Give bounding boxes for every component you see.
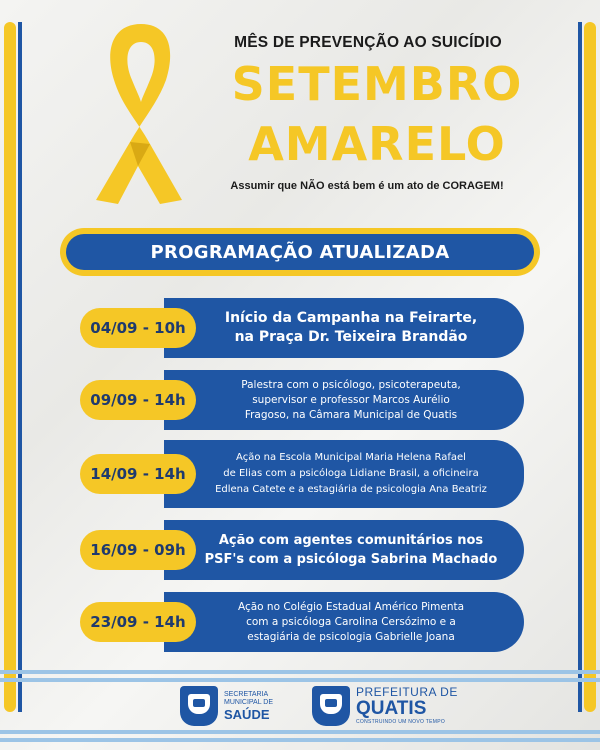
event-description-line: PSF's com a psicóloga Sabrina Machado — [204, 552, 498, 567]
logo-line: PREFEITURA DE — [356, 685, 458, 699]
left-side-bar — [4, 22, 16, 712]
footer-stripe — [0, 738, 600, 742]
health-secretariat-logo-text — [224, 691, 273, 722]
event-description-line: Fragoso, na Câmara Municipal de Quatis — [244, 408, 458, 421]
event-description-line: na Praça Dr. Teixeira Brandão — [234, 329, 468, 345]
event-description-line: Ação no Colégio Estadual Américo Pimenta — [237, 600, 465, 613]
event-description — [164, 592, 524, 652]
health-secretariat-logo — [180, 686, 273, 726]
awareness-ribbon-icon — [86, 18, 196, 208]
footer-stripe — [0, 670, 600, 674]
event-description-line: supervisor e professor Marcos Aurélio — [252, 393, 450, 406]
logo-line: CONSTRUINDO UM NOVO TEMPO — [356, 719, 446, 725]
event-item — [80, 520, 524, 580]
event-date: 16/09 - 09h — [80, 530, 196, 570]
logo-line: SECRETARIA — [224, 690, 269, 698]
event-description-line: estagiária de psicologia Gabrielle Joana — [247, 630, 455, 643]
municipal-coat-of-arms-icon — [312, 686, 350, 726]
event-item — [80, 370, 524, 430]
city-hall-logo-text — [356, 686, 458, 726]
campaign-subtitle: MÊS DE PREVENÇÃO AO SUICÍDIO — [234, 34, 502, 51]
campaign-title-line1: SETEMBRO — [231, 57, 523, 111]
event-date: 23/09 - 14h — [80, 602, 196, 642]
event-description-line: Ação com agentes comunitários nos — [218, 533, 484, 548]
right-side-bar — [584, 22, 596, 712]
event-item — [80, 440, 524, 508]
event-date: 09/09 - 14h — [80, 380, 196, 420]
event-date: 04/09 - 10h — [80, 308, 196, 348]
event-description — [164, 520, 524, 580]
schedule-banner — [60, 228, 540, 276]
event-description-line: Ação na Escola Municipal Maria Helena Rafael — [236, 452, 466, 463]
event-description-line: de Elias com a psicóloga Lidiane Brasil, a oficineira — [223, 468, 479, 479]
event-description-line: Início da Campanha na Feirarte, — [224, 310, 478, 326]
logo-line: SAÚDE — [224, 706, 270, 722]
logo-line: QUATIS — [356, 698, 427, 719]
event-item — [80, 298, 524, 358]
campaign-tagline: Assumir que NÃO está bem é um ato de CORAGEM! — [230, 180, 504, 192]
campaign-title-line2: AMARELO — [248, 117, 506, 171]
logo-line: MUNICIPAL DE — [224, 698, 274, 706]
event-date: 14/09 - 14h — [80, 454, 196, 494]
event-description-line: com a psicóloga Carolina Cersózimo e a — [246, 615, 456, 628]
event-description — [164, 370, 524, 430]
footer-stripe — [0, 730, 600, 734]
event-description-line: Edlena Catete e a estagiária de psicologia Ana Beatriz — [215, 484, 487, 495]
event-description — [164, 298, 524, 358]
schedule-banner-text: PROGRAMAÇÃO ATUALIZADA — [150, 241, 450, 263]
city-hall-logo — [312, 686, 458, 726]
schedule-banner-inner — [66, 234, 534, 270]
municipal-coat-of-arms-icon — [180, 686, 218, 726]
event-description-line: Palestra com o psicólogo, psicoterapeuta, — [241, 378, 461, 391]
event-description — [164, 440, 524, 508]
event-item — [80, 592, 524, 652]
footer-stripe — [0, 678, 600, 682]
